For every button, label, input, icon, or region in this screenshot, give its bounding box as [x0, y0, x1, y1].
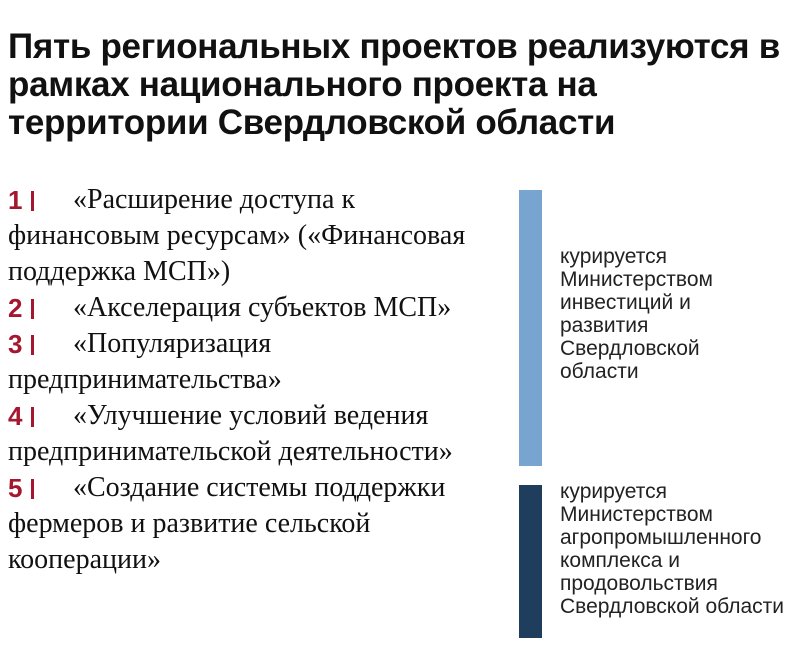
item-text: «Расширение доступа к финансовым ресурсам» («Финансовая поддержка МСП»)	[8, 184, 466, 287]
divider	[31, 479, 34, 499]
divider	[31, 299, 34, 319]
divider	[31, 407, 34, 427]
divider	[31, 191, 34, 211]
group-note-investment: курируется Министерством инвестиций и развития Свердловской области	[560, 245, 713, 383]
group-note-agro: курируется Министерством агропромышленного комплекса и продовольствия Свердловской области	[560, 480, 785, 618]
page-title: Пять региональных проектов реализуются в рамках национального проекта на территории Свердловской области	[8, 27, 780, 142]
item-text: «Акселерация субъектов МСП»	[73, 292, 452, 323]
list-item	[8, 290, 513, 326]
group-bar-investment	[519, 190, 542, 466]
project-list	[8, 182, 513, 578]
item-number: 4	[8, 401, 23, 431]
list-item	[8, 470, 513, 578]
item-number: 3	[8, 329, 23, 359]
group-bar-agro	[519, 485, 542, 638]
item-text: «Улучшение условий ведения предпринимательской деятельности»	[8, 400, 453, 467]
list-item	[8, 398, 513, 470]
list-item	[8, 326, 513, 398]
item-number: 2	[8, 293, 23, 323]
list-item	[8, 182, 513, 290]
item-text: «Создание системы поддержки фермеров и развитие сельской кооперации»	[8, 472, 446, 575]
divider	[31, 335, 34, 355]
item-number: 5	[8, 473, 23, 503]
item-text: «Популяризация предпринимательства»	[8, 328, 282, 395]
item-number: 1	[8, 185, 23, 215]
